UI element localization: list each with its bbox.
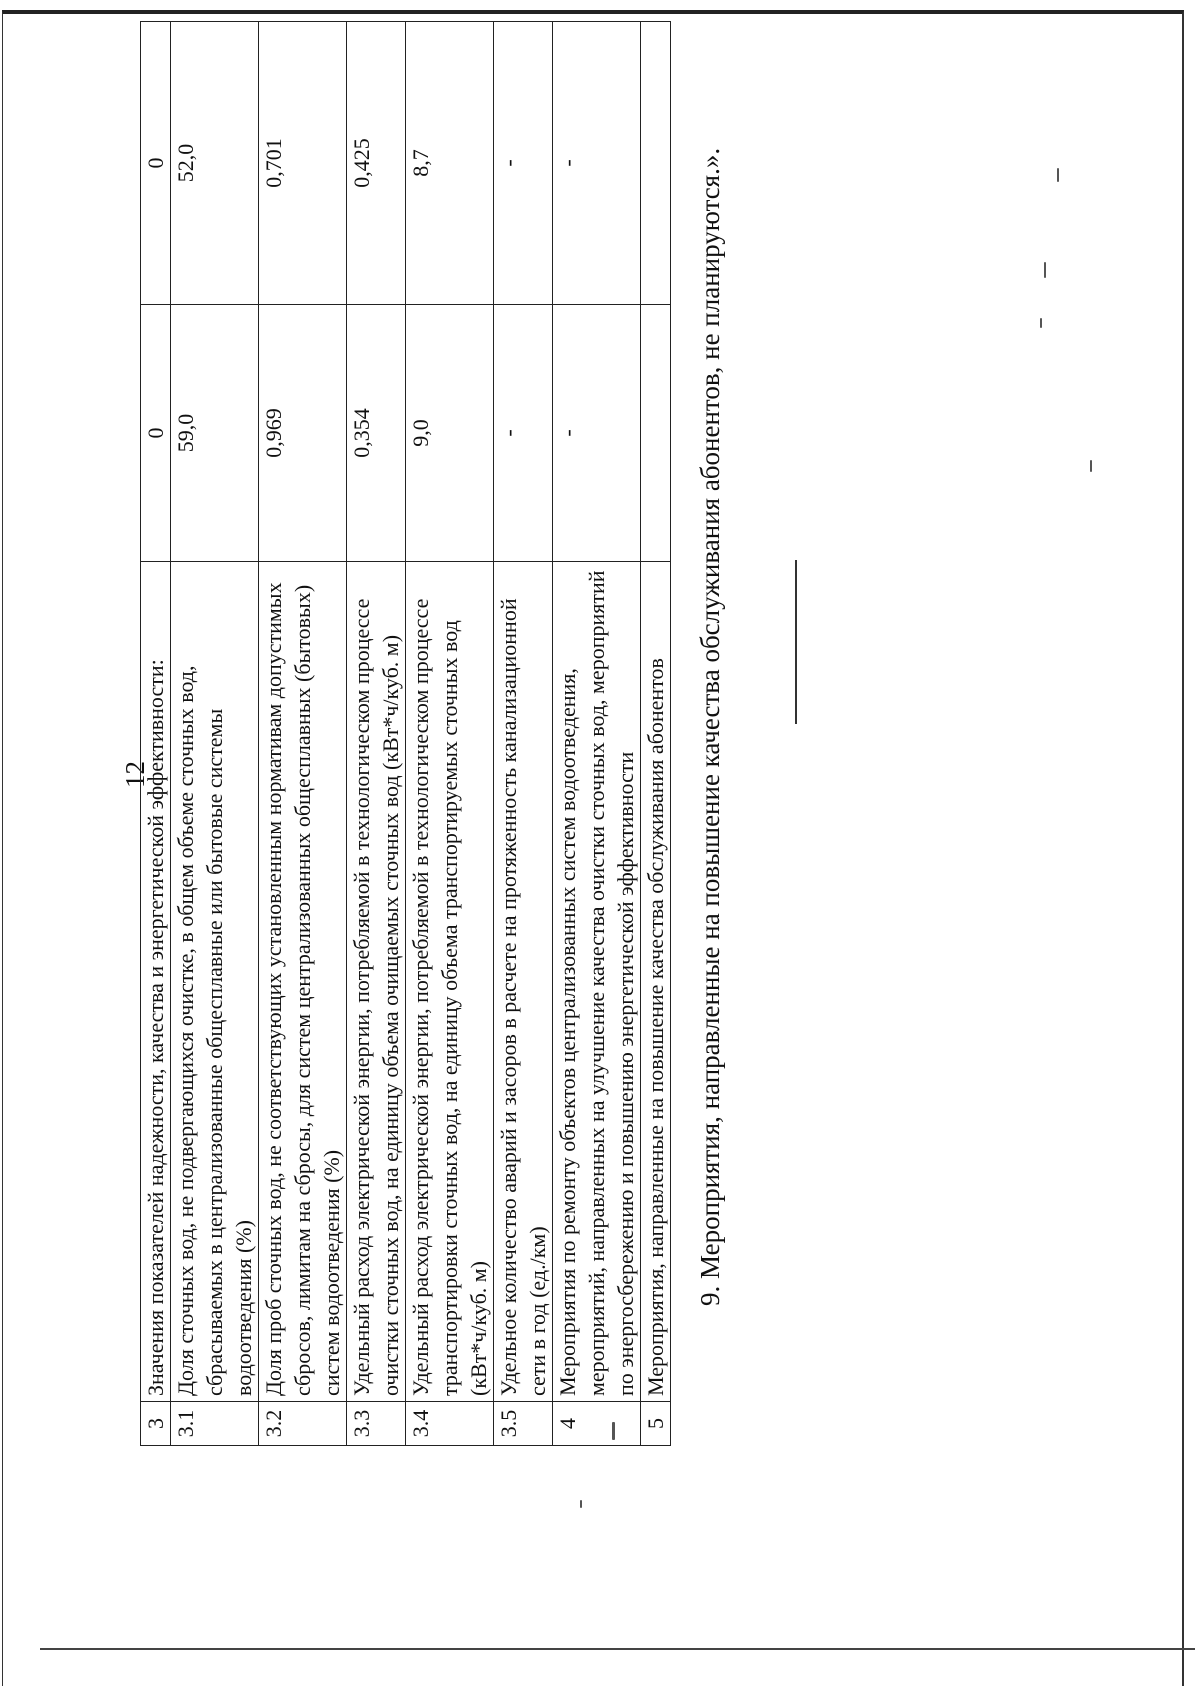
row-value-1: - xyxy=(553,305,641,562)
row-value-2 xyxy=(641,22,671,305)
table-row xyxy=(553,22,641,1446)
page-number: 12 xyxy=(120,761,150,788)
row-description: Удельный расход электрической энергии, потребляемой в технологическом процессе транспортировки сточных вод, на единицу объема транспортируемых сточных вод (кВт*ч/куб. м) xyxy=(406,562,494,1402)
separator-line xyxy=(795,560,797,724)
row-value-1: 0,354 xyxy=(347,305,406,562)
row-value-2: 8,7 xyxy=(406,22,494,305)
row-number: 5 xyxy=(641,1402,671,1446)
row-value-2: - xyxy=(494,22,553,305)
row-number: 3 xyxy=(141,1402,171,1446)
scan-speck xyxy=(580,1500,582,1508)
row-value-2: 52,0 xyxy=(171,22,259,305)
table-row xyxy=(171,22,259,1446)
row-description: Значения показателей надежности, качества и энергетической эффективности: xyxy=(141,562,171,1402)
row-description: Доля проб сточных вод, не соответствующих установленным нормативам допустимых сбросов, лимитам на сбросы, для систем централизованных общесплавных (бытовых) систем водоотведения (%) xyxy=(259,562,347,1402)
table-row xyxy=(141,22,171,1446)
row-description: Мероприятия по ремонту объектов централизованных систем водоотведения, мероприятий, направленных на улучшение качества очистки сточных вод, мероприятий по энергосбережению и повышению энергетической эффективности xyxy=(553,562,641,1402)
row-value-1 xyxy=(641,305,671,562)
table-row xyxy=(494,22,553,1446)
row-description: Доля сточных вод, не подвергающихся очистке, в общем объеме сточных вод, сбрасываемых в централизованные общесплавные или бытовые системы водоотведения (%) xyxy=(171,562,259,1402)
row-value-2: 0,425 xyxy=(347,22,406,305)
table-row xyxy=(347,22,406,1446)
row-description: Мероприятия, направленные на повышение качества обслуживания абонентов xyxy=(641,562,671,1402)
row-number: 3.4 xyxy=(406,1402,494,1446)
indicators-table xyxy=(140,21,671,1446)
row-value-2: - xyxy=(553,22,641,305)
row-number: 3.5 xyxy=(494,1402,553,1446)
row-description: Удельное количество аварий и засоров в расчете на протяженность канализационной сети в год (ед./км) xyxy=(494,562,553,1402)
row-value-2: 0 xyxy=(141,22,171,305)
footer-note: 9. Мероприятия, направленные на повышение качества обслуживания абонентов, не планируются.». xyxy=(695,147,725,1306)
row-number: 3.3 xyxy=(347,1402,406,1446)
table-row xyxy=(641,22,671,1446)
row-value-1: 59,0 xyxy=(171,305,259,562)
row-value-1: - xyxy=(494,305,553,562)
table-row xyxy=(259,22,347,1446)
table-row xyxy=(406,22,494,1446)
row-number: 4 xyxy=(553,1402,641,1446)
row-number: 3.2 xyxy=(259,1402,347,1446)
row-value-1: 0,969 xyxy=(259,305,347,562)
row-value-1: 9,0 xyxy=(406,305,494,562)
scan-bottom-line xyxy=(40,1648,1195,1650)
row-number: 3.1 xyxy=(171,1402,259,1446)
row-description: Удельный расход электрической энергии, потребляемой в технологическом процессе очистки сточных вод, на единицу объема очищаемых сточных вод (кВт*ч/куб. м) xyxy=(347,562,406,1402)
row-value-1: 0 xyxy=(141,305,171,562)
row-value-2: 0,701 xyxy=(259,22,347,305)
